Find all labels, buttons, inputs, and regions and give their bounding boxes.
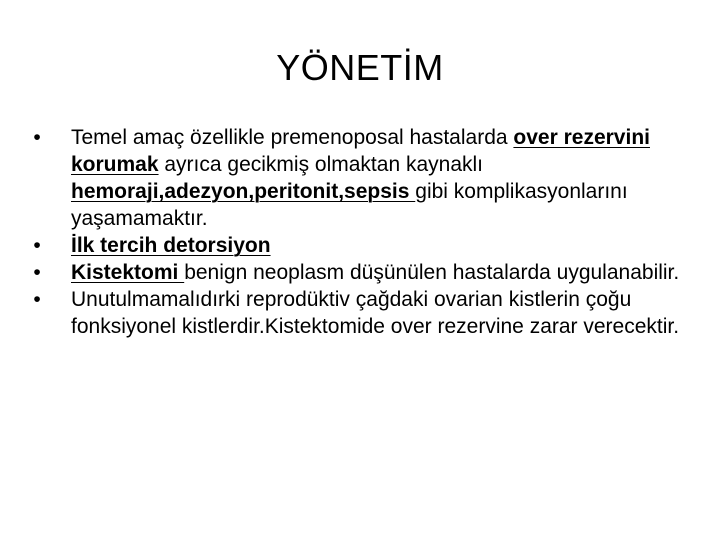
- bullet-list: [30, 124, 690, 340]
- emphasis-text: İlk tercih detorsiyon: [71, 234, 271, 257]
- bullet-dot-icon: •: [33, 288, 41, 311]
- bullet-item: [30, 286, 690, 340]
- bullet-item: [30, 124, 690, 232]
- emphasis-text: hemoraji,adezyon,peritonit,sepsis: [71, 180, 416, 203]
- bullet-text: ayrıca gecikmiş olmaktan kaynaklı: [158, 153, 484, 176]
- bullet-dot-icon: •: [33, 126, 41, 149]
- bullet-dot-icon: •: [33, 261, 41, 284]
- bullet-text: gibi komplikasyonlarını yaşamamaktır.: [71, 180, 628, 230]
- emphasis-text: over rezervini korumak: [71, 126, 650, 176]
- bullet-dot-icon: •: [33, 234, 41, 257]
- slide-title: YÖNETİM: [276, 47, 444, 88]
- bullet-item: [30, 232, 690, 259]
- bullet-text: benign neoplasm düşünülen hastalarda uygulanabilir.: [184, 261, 680, 284]
- bullet-item: [30, 259, 690, 286]
- bullet-text: Temel amaç özellikle premenoposal hastalarda: [71, 126, 514, 149]
- bullet-text: Unutulmamalıdırki reprodüktiv çağdaki ovarian kistlerin çoğu fonksiyonel kistlerdir.Kistektomide over rezervine zarar verecektir.: [71, 288, 680, 338]
- emphasis-text: Kistektomi: [71, 261, 185, 284]
